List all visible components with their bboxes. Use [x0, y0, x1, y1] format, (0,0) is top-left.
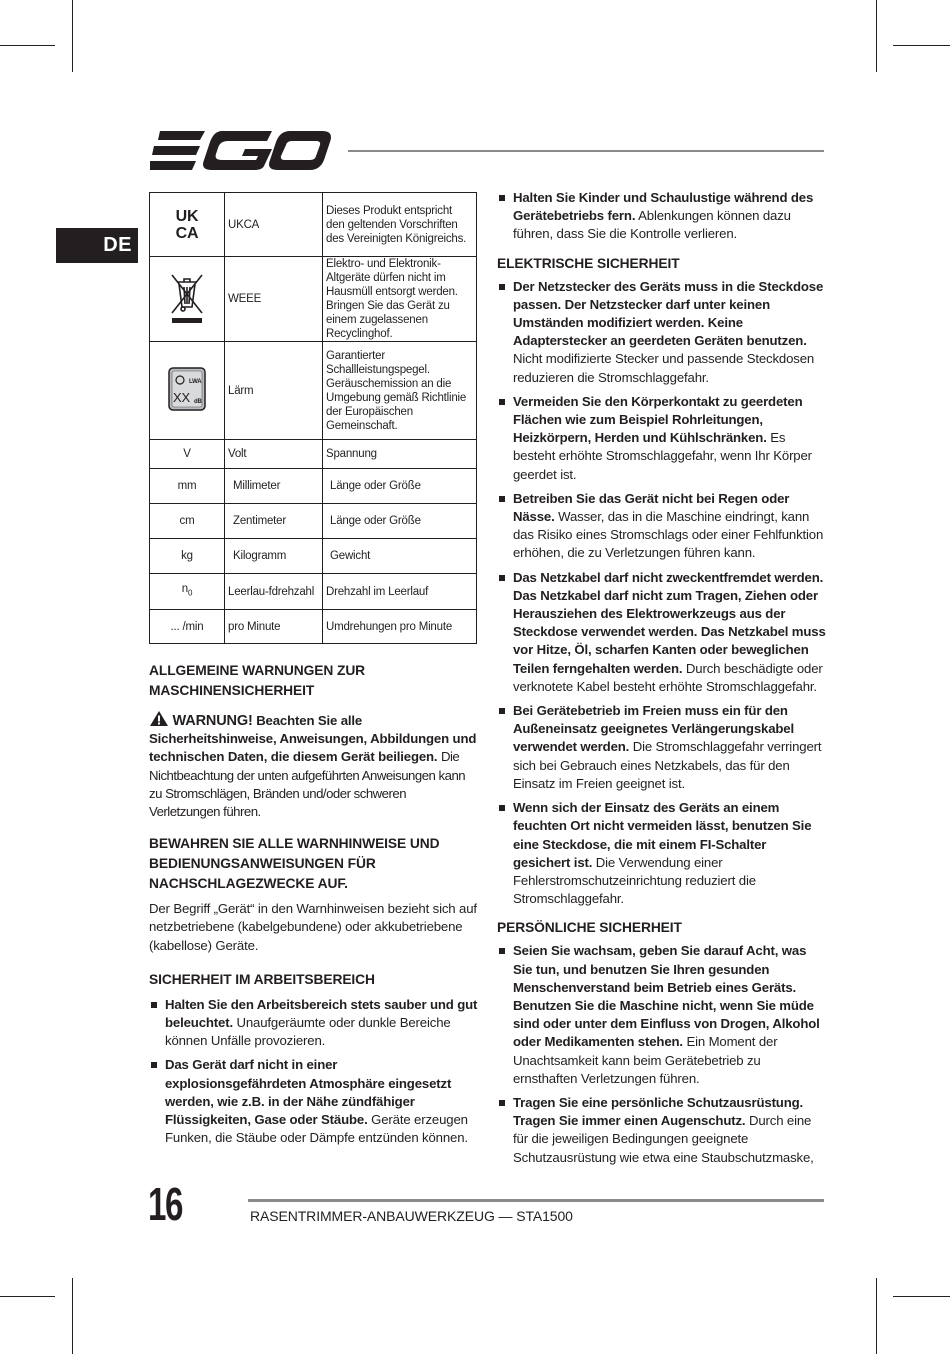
table-cell-name: Leerlau-fdrehzahl: [225, 574, 323, 610]
list-item: [497, 189, 827, 244]
warning-triangle-icon: [149, 710, 169, 727]
list-item-text: Geräte erzeugen Funken, die Stäube oder Dämpfe entzünden können.: [165, 1112, 468, 1146]
crop-mark: [0, 1296, 55, 1297]
table-row: [150, 504, 477, 539]
table-cell-meaning: Elektro- und Elektronik-Altgeräte dürfen nicht im Hausmüll entsorgt werden. Bringen Sie das Gerät zu einem zugelassenen Recyclinghof.: [323, 257, 477, 342]
table-cell-symbol: ... /min: [150, 610, 225, 644]
list-item: [497, 278, 827, 387]
heading-personal-safety: PERSÖNLICHE SICHERHEIT: [497, 920, 682, 936]
footer-rule: [248, 1199, 824, 1202]
warning-paragraph: [149, 710, 479, 821]
list-item-text: Es besteht erhöhte Stromschlaggefahr, wenn Ihr Körper geerdet ist.: [513, 430, 812, 482]
list-item-bold: Betreiben Sie das Gerät nicht bei Regen oder Nässe.: [513, 490, 790, 525]
work-area-list: [149, 996, 479, 1148]
table-cell-meaning: Umdrehungen pro Minute: [323, 610, 477, 644]
table-row: [150, 574, 477, 610]
weee-crossed-bin-icon: [169, 270, 205, 324]
crop-mark: [72, 0, 73, 72]
svg-text:dB: dB: [194, 398, 202, 405]
table-cell-meaning: Länge oder Größe: [323, 469, 477, 504]
keep-paragraph: Der Begriff „Gerät“ in den Warnhinweisen bezieht sich auf netzbetriebene (kabelgebundene) oder akkubetriebene (kabellose) Geräte.: [149, 901, 477, 953]
warning-text: Die Nichtbeachtung der unten aufgeführten Anweisungen kann zu Stromschlägen, Bränden und/oder schweren Verletzungen führen.: [149, 749, 466, 820]
list-item: [497, 393, 827, 484]
svg-text:LWA: LWA: [189, 378, 202, 385]
left-column: [149, 661, 479, 1153]
table-cell-symbol: cm: [150, 504, 225, 539]
table-row: [150, 440, 477, 469]
list-item: [149, 1056, 479, 1147]
svg-text:XX: XX: [173, 389, 190, 405]
electrical-safety-list: [497, 278, 827, 909]
right-column: [497, 189, 827, 1173]
table-cell-name: UKCA: [225, 193, 323, 257]
list-item-text: Unaufgeräumte oder dunkle Bereiche können Unfälle provozieren.: [165, 1015, 451, 1049]
symbols-table: [149, 192, 477, 644]
crop-mark: [893, 45, 950, 46]
table-cell-symbol: [150, 342, 225, 440]
sound-power-level-icon: [167, 366, 207, 412]
list-item: [497, 799, 827, 908]
crop-mark: [72, 1278, 73, 1354]
list-item-bold: Das Gerät darf nicht in einer explosionsgefährdeten Atmosphäre eingesetzt werden, wie z.B. in der Nähe zündfähiger Flüssigkeiten, Gase oder Stäube.: [165, 1057, 452, 1128]
footer-title: RASENTRIMMER-ANBAUWERKZEUG — STA1500: [250, 1208, 573, 1224]
list-item-bold: Seien Sie wachsam, geben Sie darauf Acht, was Sie tun, und benutzen Sie Ihren gesunden Menschenverstand beim Betrieb eines Geräts. Benutzen Sie die Maschine nicht, wenn Sie müde sind oder unter dem Einfluss von Drogen, Alkohol oder Medikamenten stehen.: [513, 943, 820, 1050]
table-cell-name: WEEE: [225, 257, 323, 342]
table-cell-name: Kilogramm: [225, 539, 323, 574]
table-row: [150, 539, 477, 574]
table-row: [150, 257, 477, 342]
table-cell-meaning: Drehzahl im Leerlauf: [323, 574, 477, 610]
table-cell-meaning: Spannung: [323, 440, 477, 469]
crop-mark: [893, 1296, 950, 1297]
table-cell-name: Zentimeter: [225, 504, 323, 539]
header-rule: [348, 150, 824, 152]
table-cell-name: Volt: [225, 440, 323, 469]
warning-label: WARNUNG!: [172, 713, 253, 729]
list-item-bold: Der Netzstecker des Geräts muss in die Steckdose passen. Der Netzstecker darf unter keinen Umständen modifiziert werden. Keine Adapterstecker an geerdeten Geräten benutzen.: [513, 278, 824, 349]
list-item: [497, 490, 827, 563]
table-cell-name: Millimeter: [225, 469, 323, 504]
ukca-mark-icon: [170, 206, 204, 240]
table-cell-symbol: V: [150, 440, 225, 469]
crop-mark: [0, 45, 55, 46]
list-item-bold: Bei Gerätebetrieb im Freien muss ein für den Außeneinsatz geeignetes Verlängerungskabel verwendet werden.: [513, 703, 794, 755]
list-item: [497, 569, 827, 696]
list-item-bold: Wenn sich der Einsatz des Geräts an einem feuchten Ort nicht vermeiden lässt, benutzen Sie eine Steckdose, die mit einem FI-Schalter gesichert ist.: [513, 800, 812, 870]
svg-text:UK: UK: [175, 207, 199, 225]
list-item-text: Durch beschädigte oder verknotete Kabel besteht erhöhte Stromschlaggefahr.: [513, 660, 823, 694]
list-item-text: Durch eine für die jeweiligen Bedingungen geeignete Schutzausrüstung wie etwa eine Staubschutzmaske,: [513, 1113, 814, 1165]
list-item: [497, 702, 827, 793]
heading-general-warnings: ALLGEMEINE WARNUNGEN ZUR MASCHINENSICHERHEIT: [149, 663, 366, 698]
list-item-bold: Halten Sie Kinder und Schaulustige während des Gerätebetriebs fern.: [513, 190, 814, 224]
table-cell-symbol: mm: [150, 469, 225, 504]
top-list: [497, 189, 827, 244]
list-item-text: Ablenkungen können dazu führen, dass Sie die Kontrolle verlieren.: [513, 208, 791, 242]
page-number: 16: [148, 1178, 182, 1230]
table-cell-symbol: [150, 257, 225, 342]
heading-keep-instructions: BEWAHREN SIE ALLE WARNHINWEISE UND BEDIENUNGSANWEISUNGEN FÜR NACHSCHLAGEZWECKE AUF.: [149, 836, 440, 892]
table-cell-name: pro Minute: [225, 610, 323, 644]
table-cell-meaning: Dieses Produkt entspricht den geltenden Vorschriften des Vereinigten Königreichs.: [323, 193, 477, 257]
list-item-text: Ein Moment der Unachtsamkeit kann beim Gerätebetrieb zu ernsthaften Verletzungen führen.: [513, 1034, 778, 1086]
list-item-text: Die Stromschlaggefahr verringert sich bei Gebrauch eines Netzkabels, das für den Einsatz im Freien geeignet ist.: [513, 739, 822, 791]
ego-logo: [150, 128, 332, 172]
svg-text:CA: CA: [175, 224, 199, 240]
language-tab: [56, 228, 138, 263]
list-item-bold: Halten Sie den Arbeitsbereich stets sauber und gut beleuchtet.: [165, 996, 478, 1031]
language-tab-label: DE: [103, 234, 132, 256]
list-item-text: Die Verwendung einer Fehlerstromschutzeinrichtung reduziert die Stromschlaggefahr.: [513, 854, 756, 907]
warning-bold-text: Beachten Sie alle Sicherheitshinweise, Anweisungen, Abbildungen und technischen Daten, die diesem Gerät beiliegen.: [149, 713, 477, 765]
heading-work-area: SICHERHEIT IM ARBEITSBEREICH: [149, 971, 375, 987]
list-item-text: Nicht modifizierte Stecker und passende Steckdosen reduzieren die Stromschlaggefahr.: [513, 351, 815, 385]
list-item: [149, 996, 479, 1051]
list-item: [497, 942, 827, 1088]
symbol-subscript: 0: [187, 588, 193, 598]
crop-mark: [876, 0, 877, 72]
table-row: [150, 193, 477, 257]
table-row: [150, 610, 477, 644]
table-cell-symbol: [150, 193, 225, 257]
table-cell-meaning: Länge oder Größe: [323, 504, 477, 539]
table-row: [150, 469, 477, 504]
table-cell-meaning: Garantierter Schallleistungspegel. Geräuschemission an die Umgebung gemäß Richtlinie der Europäischen Gemeinschaft.: [323, 342, 477, 440]
list-item-bold: Tragen Sie eine persönliche Schutzausrüstung. Tragen Sie immer einen Augenschutz.: [513, 1094, 804, 1129]
symbol-text: n: [181, 583, 188, 596]
heading-electrical-safety: ELEKTRISCHE SICHERHEIT: [497, 255, 680, 271]
list-item-text: Wasser, das in die Maschine eindringt, kann das Risiko eines Stromschlags oder einer Fehlfunktion erhöhen, die zu Verletzungen führen kann.: [513, 509, 824, 561]
list-item-bold: Vermeiden Sie den Körperkontakt zu geerdeten Flächen wie zum Beispiel Rohrleitungen, Heizkörpern, Herden und Kühlschränken.: [513, 393, 803, 446]
list-item-bold: Das Netzkabel darf nicht zweckentfremdet werden. Das Netzkabel darf nicht zum Tragen, Ziehen oder Herausziehen des Elektrowerkzeugs aus der Steckdose verwendet werden. Das Netzkabel muss vor Hitze, Öl, scharfen Kanten oder beweglichen Teilen ferngehalten werden.: [513, 569, 826, 676]
table-cell-meaning: Gewicht: [323, 539, 477, 574]
table-cell-symbol: [150, 574, 225, 610]
table-cell-name: Lärm: [225, 342, 323, 440]
table-row: [150, 342, 477, 440]
crop-mark: [876, 1278, 877, 1354]
table-cell-symbol: kg: [150, 539, 225, 574]
personal-safety-list: [497, 942, 827, 1166]
list-item: [497, 1094, 827, 1167]
